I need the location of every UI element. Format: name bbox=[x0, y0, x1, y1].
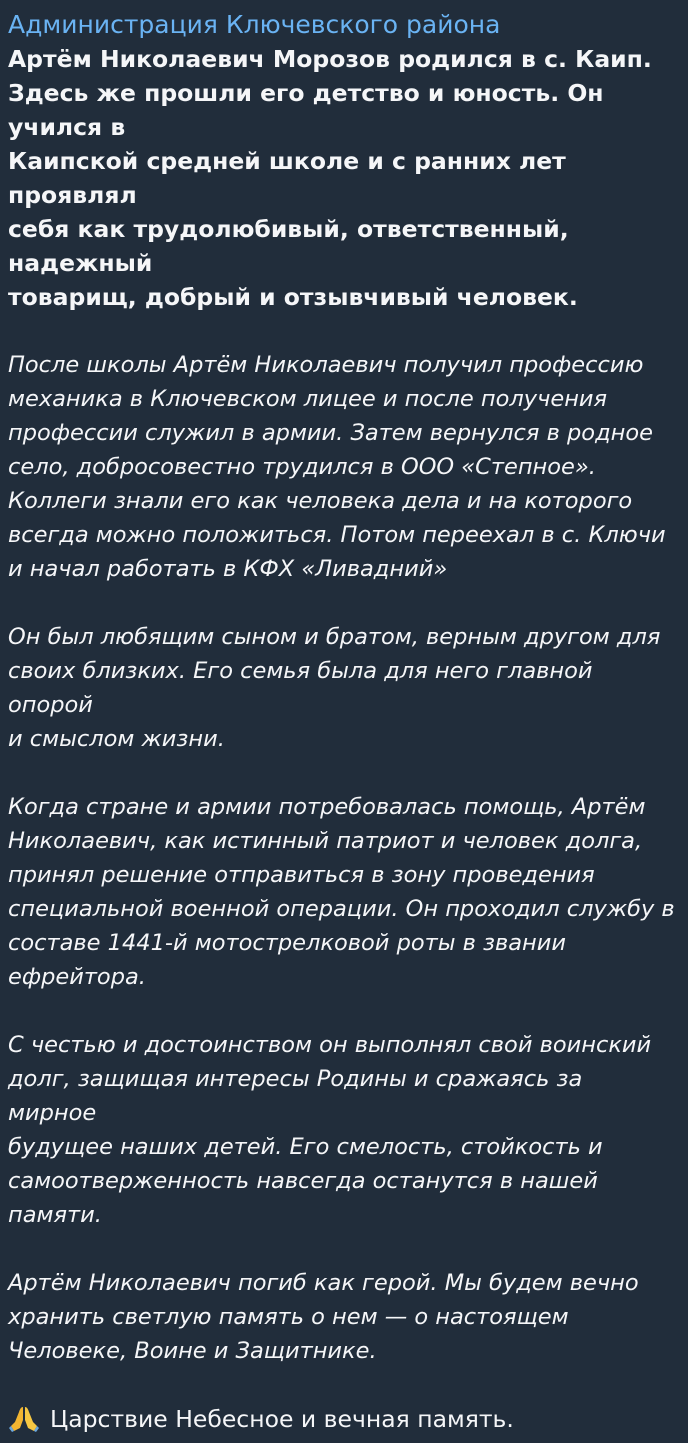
text-line: Артём Николаевич Морозов родился в с. Каип. bbox=[8, 45, 652, 73]
paragraph-gap bbox=[8, 1232, 676, 1266]
paragraph-gap bbox=[8, 1368, 676, 1402]
text-line: принял решение отправиться в зону проведения bbox=[8, 862, 595, 888]
text-line: механика в Ключевском лицее и после получения bbox=[8, 386, 608, 412]
paragraph-gap bbox=[8, 994, 676, 1028]
text-line: составе 1441-й мотострелковой роты в звании bbox=[8, 930, 567, 956]
text-line: Он был любящим сыном и братом, верным другом для bbox=[8, 624, 661, 650]
text-line: Коллеги знали его как человека дела и на которого bbox=[8, 488, 633, 514]
folded-hands-icon bbox=[8, 1404, 40, 1434]
text-line: Каипской средней школе и с ранних лет проявлял bbox=[8, 147, 566, 209]
footer-text: Царствие Небесное и вечная память. bbox=[50, 1405, 514, 1433]
text-line: Артём Николаевич погиб как герой. Мы будем вечно bbox=[8, 1270, 639, 1296]
service-paragraph bbox=[8, 790, 676, 994]
text-line: С честью и достоинством он выполнял свой воинский bbox=[8, 1032, 652, 1058]
footer-line bbox=[8, 1402, 676, 1436]
channel-name[interactable]: Администрация Ключевского района bbox=[8, 10, 501, 39]
text-line: Здесь же прошли его детство и юность. Он учился в bbox=[8, 79, 604, 141]
text-line: ефрейтора. bbox=[8, 964, 146, 990]
text-line: хранить светлую память о нем — о настоящем bbox=[8, 1304, 569, 1330]
text-line: Николаевич, как истинный патриот и человек долга, bbox=[8, 828, 643, 854]
text-line: село, добросовестно трудился в ООО «Степное». bbox=[8, 454, 596, 480]
honor-paragraph bbox=[8, 1028, 676, 1232]
career-paragraph bbox=[8, 348, 676, 586]
text-line: всегда можно положиться. Потом переехал в с. Ключи bbox=[8, 522, 666, 548]
intro-paragraph bbox=[8, 42, 676, 314]
text-line: Когда стране и армии потребовалась помощь, Артём bbox=[8, 794, 646, 820]
family-paragraph bbox=[8, 620, 676, 756]
text-line: будущее наших детей. Его смелость, стойкость и bbox=[8, 1134, 603, 1160]
text-line: самоотверженность навсегда останутся в нашей bbox=[8, 1168, 598, 1194]
text-line: и смыслом жизни. bbox=[8, 726, 225, 752]
text-line: памяти. bbox=[8, 1202, 102, 1228]
text-line: Человеке, Воине и Защитнике. bbox=[8, 1338, 377, 1364]
memory-paragraph bbox=[8, 1266, 676, 1368]
text-line: профессии служил в армии. Затем вернулся в родное bbox=[8, 420, 653, 446]
text-line: товарищ, добрый и отзывчивый человек. bbox=[8, 283, 578, 311]
text-line: специальной военной операции. Он проходил службу в bbox=[8, 896, 675, 922]
text-line: долг, защищая интересы Родины и сражаясь за мирное bbox=[8, 1066, 583, 1126]
text-line: После школы Артём Николаевич получил профессию bbox=[8, 352, 644, 378]
text-line: себя как трудолюбивый, ответственный, надежный bbox=[8, 215, 569, 277]
text-line: своих близких. Его семья была для него главной опорой bbox=[8, 658, 593, 718]
paragraph-gap bbox=[8, 586, 676, 620]
text-line: и начал работать в КФХ «Ливадний» bbox=[8, 556, 448, 582]
paragraph-gap bbox=[8, 756, 676, 790]
paragraph-gap bbox=[8, 314, 676, 348]
